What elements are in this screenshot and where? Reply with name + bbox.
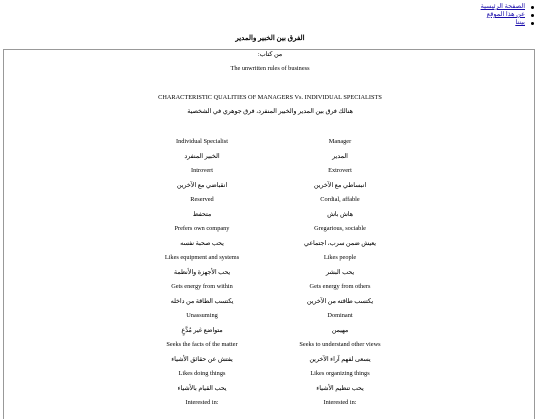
table-cell-left: Unassuming: [186, 312, 218, 319]
table-cell-right: يسعى لفهم آراء الآخرين: [309, 355, 371, 363]
nav-item: [481, 3, 534, 11]
table-cell-right: يحب البشر: [325, 268, 355, 276]
table-cell-left: Gets energy from within: [171, 283, 233, 290]
table-cell-right: Manager: [328, 138, 352, 145]
table-cell-right: Gets energy from others: [309, 283, 371, 290]
table-cell-left: متحفظ: [192, 210, 212, 218]
table-cell-left: الخبير المنفرد: [184, 152, 220, 160]
table-cell-right: يكتسب طاقته من الآخرين: [306, 297, 374, 305]
table-cell-right: المدير: [332, 152, 348, 160]
table-cell-right: مهيمن: [331, 326, 349, 334]
bullet-icon: [531, 14, 534, 17]
page-title: الفرق بين الخبير والمدير: [235, 34, 305, 42]
source-label: من كتاب:: [257, 51, 283, 58]
table-cell-left: يفتش عن حقائق الأشياء: [171, 355, 233, 363]
table-cell-left: Introvert: [190, 167, 214, 174]
bullet-icon: [531, 6, 534, 9]
table-cell-left: انقباضي مع الآخرين: [176, 181, 228, 189]
nav-link-about[interactable]: عن هذا الموقع: [486, 11, 525, 18]
table-cell-right: Cordial, affable: [320, 196, 360, 203]
table-cell-right: Extrovert: [328, 167, 352, 174]
table-cell-left: Reserved: [190, 196, 214, 203]
table-cell-right: Dominant: [327, 312, 353, 319]
book-title: The unwritten rules of business: [230, 65, 310, 72]
table-cell-right: يحب تنظيم الأشياء: [316, 384, 364, 392]
table-cell-right: هاش باش: [327, 210, 353, 218]
nav-item: [481, 19, 534, 27]
table-cell-right: Interested in:: [323, 399, 357, 406]
heading-en: CHARACTERISTIC QUALITIES OF MANAGERS Vs. INDIVIDUAL SPECIALISTS: [158, 94, 382, 101]
nav-link-contact[interactable]: بيننا: [515, 19, 525, 26]
table-cell-right: انبساطي مع الآخرين: [313, 181, 367, 189]
table-cell-left: يحب الأجهزة والأنظمة: [173, 268, 231, 276]
bullet-icon: [531, 22, 534, 25]
table-cell-left: يحب القيام بالأشياء: [177, 384, 227, 392]
nav-list: [481, 3, 534, 27]
heading-ar: هنالك فرق بين المدير والخبير المنفرد، فرق جوهري في الشخصية: [187, 108, 353, 115]
table-cell-left: متواضع غير مُدَّعٍ: [181, 326, 223, 334]
nav-item: [481, 11, 534, 19]
table-cell-left: يكتسب الطاقة من داخله: [170, 297, 234, 305]
table-cell-left: Likes equipment and systems: [164, 254, 240, 261]
table-cell-left: Likes doing things: [178, 370, 226, 377]
table-cell-left: يحب صحبة نفسه: [180, 239, 224, 247]
table-cell-left: Seeks the facts of the matter: [166, 341, 238, 348]
table-cell-right: Seeks to understand other views: [299, 341, 381, 348]
nav-link-home[interactable]: الصفحة الرئيسية: [480, 3, 525, 10]
table-cell-right: Likes people: [323, 254, 357, 261]
table-cell-left: Individual Specialist: [176, 138, 228, 145]
article-box: [3, 49, 535, 419]
table-cell-right: Gregarious, sociable: [314, 225, 366, 232]
table-cell-right: Likes organizing things: [310, 370, 370, 377]
table-cell-left: Interested in:: [185, 399, 219, 406]
table-cell-right: يعيش ضمن سرب، اجتماعي: [303, 239, 377, 247]
table-cell-left: Prefers own company: [174, 225, 230, 232]
